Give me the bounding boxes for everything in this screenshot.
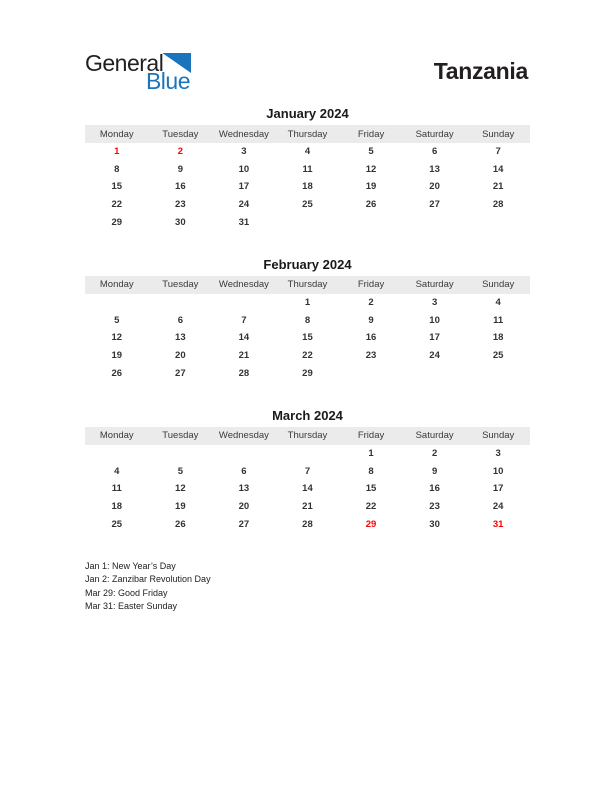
day-cell: 9 [368, 314, 374, 326]
day-cell: 11 [302, 163, 313, 175]
day-cell: 25 [111, 518, 123, 530]
weeks-body [85, 445, 530, 533]
day-cell: 16 [365, 332, 377, 344]
week-row [85, 329, 530, 347]
weeks-body [85, 143, 530, 231]
day-cell: 3 [495, 448, 501, 460]
weekday-header: Monday [85, 427, 149, 445]
day-cell: 3 [431, 297, 438, 309]
weekday-header: Friday [339, 276, 403, 294]
calendar-table [85, 427, 530, 533]
day-cell: 9 [177, 163, 183, 175]
day-cell: 13 [175, 332, 186, 344]
week-row [85, 445, 530, 463]
week-row [85, 515, 530, 533]
day-cell: 20 [175, 350, 186, 362]
weekday-header-row [85, 276, 530, 294]
day-cell: 12 [111, 332, 123, 344]
day-cell: 10 [492, 465, 504, 477]
month-title: February 2024 [263, 256, 352, 272]
weekday-header: Sunday [466, 427, 530, 445]
day-cell: 17 [238, 181, 250, 193]
empty-day-cell [149, 445, 213, 463]
weekday-header: Wednesday [212, 276, 276, 294]
week-row [85, 196, 530, 214]
holiday-note: Mar 29: Good Friday [85, 587, 168, 598]
day-cell: 22 [302, 350, 313, 362]
empty-day-cell [466, 364, 530, 382]
day-cell: 18 [111, 501, 123, 513]
weekday-header: Friday [339, 125, 403, 143]
day-cell: 9 [431, 465, 438, 477]
week-row [85, 463, 530, 481]
weekday-header: Saturday [403, 125, 467, 143]
weekday-header: Monday [85, 276, 149, 294]
day-cell: 13 [429, 163, 440, 175]
day-cell: 25 [492, 350, 504, 362]
day-cell: 29 [111, 216, 123, 228]
day-cell: 7 [304, 465, 311, 477]
day-cell: 22 [365, 501, 377, 513]
week-row [85, 294, 530, 312]
day-cell: 7 [241, 314, 247, 326]
day-cell: 21 [238, 350, 250, 362]
day-cell: 4 [495, 297, 501, 309]
week-row [85, 498, 530, 516]
day-cell: 27 [175, 367, 186, 379]
day-cell: 21 [492, 181, 504, 193]
month-section [85, 107, 530, 231]
day-cell: 31 [492, 518, 504, 530]
week-row [85, 312, 530, 330]
day-cell: 18 [302, 181, 313, 193]
day-cell: 1 [304, 297, 311, 309]
day-cell: 2 [368, 297, 374, 309]
weekday-header-row [85, 125, 530, 143]
day-cell: 17 [492, 483, 504, 495]
weeks-body [85, 294, 530, 382]
week-row [85, 143, 530, 161]
holiday-note: Jan 1: New Year’s Day [85, 560, 176, 571]
day-cell: 27 [238, 518, 250, 530]
day-cell: 2 [177, 146, 183, 158]
day-cell: 27 [429, 199, 440, 211]
day-cell: 21 [302, 501, 313, 513]
logo-word-blue: Blue [145, 68, 190, 94]
day-cell: 19 [175, 501, 186, 513]
day-cell: 11 [111, 483, 122, 495]
empty-day-cell [403, 213, 467, 231]
day-cell: 29 [365, 518, 377, 530]
weekday-header-row [85, 427, 530, 445]
weekday-header: Saturday [403, 276, 467, 294]
empty-day-cell [403, 364, 467, 382]
day-cell: 5 [368, 146, 374, 158]
empty-day-cell [149, 294, 213, 312]
weekday-header-row [85, 125, 530, 143]
empty-day-cell [466, 213, 530, 231]
week-row [85, 161, 530, 179]
day-cell: 23 [365, 350, 377, 362]
day-cell: 20 [238, 501, 250, 513]
day-cell: 19 [111, 350, 123, 362]
week-row [85, 213, 530, 231]
day-cell: 6 [431, 146, 438, 158]
day-cell: 10 [429, 314, 440, 326]
month-section [85, 409, 530, 533]
page-header [85, 52, 528, 93]
day-cell: 23 [429, 501, 440, 513]
weekday-header: Thursday [276, 276, 340, 294]
day-cell: 14 [238, 332, 250, 344]
weekday-header: Wednesday [212, 427, 276, 445]
day-cell: 28 [302, 518, 313, 530]
day-cell: 12 [175, 483, 186, 495]
weekday-header: Tuesday [149, 125, 213, 143]
day-cell: 10 [238, 163, 250, 175]
day-cell: 26 [111, 367, 123, 379]
day-cell: 5 [114, 314, 120, 326]
page-title: Tanzania [433, 58, 528, 84]
empty-day-cell [212, 445, 276, 463]
day-cell: 25 [302, 199, 313, 211]
day-cell: 18 [492, 332, 504, 344]
calendar-table [85, 125, 530, 231]
day-cell: 13 [238, 483, 250, 495]
day-cell: 15 [111, 181, 123, 193]
week-row [85, 364, 530, 382]
weekday-header: Saturday [403, 427, 467, 445]
month-title: March 2024 [272, 407, 343, 423]
day-cell: 15 [302, 332, 313, 344]
day-cell: 26 [365, 199, 377, 211]
day-cell: 20 [429, 181, 440, 193]
day-cell: 30 [175, 216, 186, 228]
empty-day-cell [276, 213, 340, 231]
day-cell: 24 [429, 350, 440, 362]
day-cell: 15 [365, 483, 377, 495]
weekday-header: Friday [339, 427, 403, 445]
weekday-header: Sunday [466, 125, 530, 143]
day-cell: 12 [365, 163, 377, 175]
day-cell: 14 [492, 163, 504, 175]
day-cell: 2 [431, 448, 438, 460]
day-cell: 1 [368, 448, 374, 460]
general-blue-logo [85, 52, 191, 93]
week-row [85, 347, 530, 365]
day-cell: 8 [114, 163, 120, 175]
day-cell: 8 [368, 465, 374, 477]
weekday-header-row [85, 427, 530, 445]
empty-day-cell [212, 294, 276, 312]
day-cell: 11 [493, 314, 504, 326]
week-row [85, 480, 530, 498]
month-title: January 2024 [266, 106, 349, 121]
weekday-header: Thursday [276, 427, 340, 445]
empty-day-cell [276, 445, 340, 463]
day-cell: 28 [492, 199, 504, 211]
week-row [85, 178, 530, 196]
weekday-header: Sunday [466, 276, 530, 294]
day-cell: 1 [114, 146, 120, 158]
day-cell: 31 [238, 216, 250, 228]
weekday-header: Wednesday [212, 125, 276, 143]
day-cell: 26 [175, 518, 186, 530]
month-section [85, 258, 530, 382]
day-cell: 24 [492, 501, 504, 513]
logo-word-general: General [85, 50, 164, 76]
day-cell: 7 [495, 146, 501, 158]
weekday-header-row [85, 276, 530, 294]
weekday-header: Thursday [276, 125, 340, 143]
day-cell: 4 [114, 465, 120, 477]
day-cell: 16 [429, 483, 440, 495]
day-cell: 17 [429, 332, 440, 344]
weekday-header: Tuesday [149, 427, 213, 445]
day-cell: 6 [177, 314, 183, 326]
holiday-note: Jan 2: Zanzibar Revolution Day [85, 574, 211, 585]
day-cell: 29 [302, 367, 313, 379]
day-cell: 14 [302, 483, 313, 495]
day-cell: 24 [238, 199, 250, 211]
day-cell: 6 [241, 465, 247, 477]
empty-day-cell [85, 294, 149, 312]
day-cell: 30 [429, 518, 440, 530]
empty-day-cell [339, 213, 403, 231]
day-cell: 28 [238, 367, 250, 379]
empty-day-cell [85, 445, 149, 463]
day-cell: 19 [365, 181, 377, 193]
day-cell: 16 [175, 181, 186, 193]
day-cell: 4 [304, 146, 311, 158]
calendar-table [85, 276, 530, 382]
weekday-header: Tuesday [149, 276, 213, 294]
holiday-notes [85, 560, 530, 614]
day-cell: 23 [175, 199, 186, 211]
calendar-months [85, 107, 530, 614]
holiday-note: Mar 31: Easter Sunday [85, 601, 178, 612]
day-cell: 5 [177, 465, 183, 477]
day-cell: 3 [241, 146, 247, 158]
weekday-header: Monday [85, 125, 149, 143]
day-cell: 8 [304, 314, 311, 326]
empty-day-cell [339, 364, 403, 382]
day-cell: 22 [111, 199, 123, 211]
